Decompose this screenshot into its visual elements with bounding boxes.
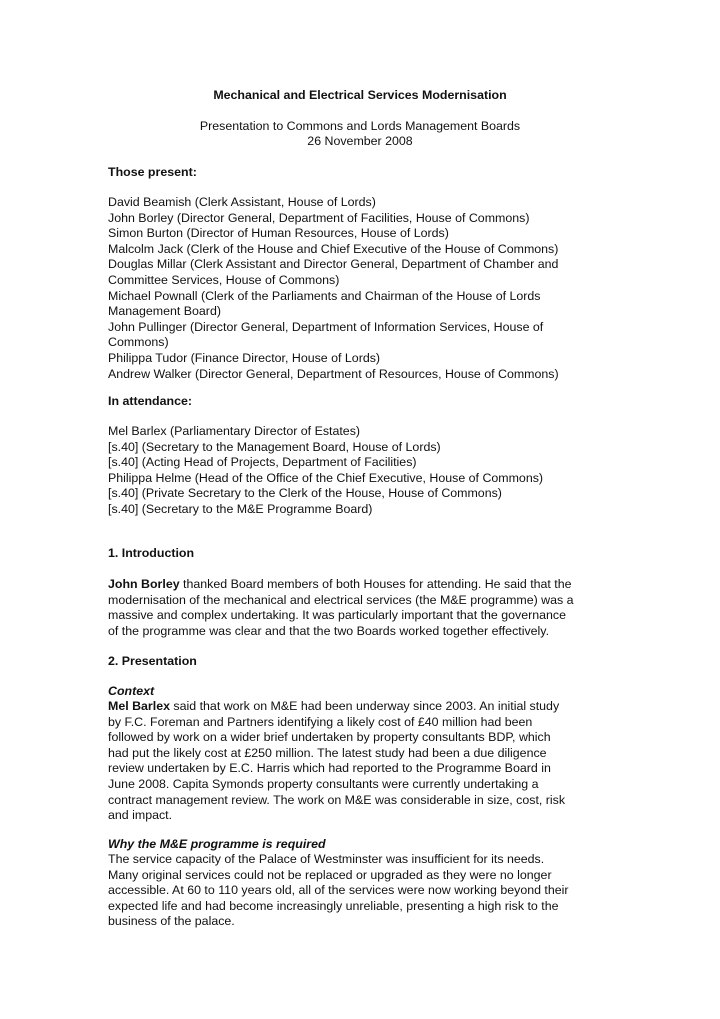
introduction-paragraph	[108, 577, 618, 639]
paragraph-line: The service capacity of the Palace of Westminster was insufficient for its needs.	[108, 852, 545, 866]
paragraph-text: said that work on M&E had been underway since 2003. An initial study	[169, 699, 560, 713]
paragraph-line: June 2008. Capita Symonds property consultants were currently undertaking a	[108, 776, 539, 791]
present-list	[108, 195, 618, 382]
list-item: Simon Burton (Director of Human Resources, House of Lords)	[108, 226, 449, 241]
paragraph-line: and impact.	[108, 808, 173, 823]
list-item: David Beamish (Clerk Assistant, House of Lords)	[108, 195, 376, 209]
context-paragraph	[108, 699, 618, 824]
list-item: John Pullinger (Director General, Department of Information Services, House of	[108, 319, 544, 334]
attendance-heading: In attendance:	[108, 394, 192, 408]
attendance-list	[108, 424, 618, 518]
paragraph-line: followed by work on a wider brief undertaken by property consultants BDP, which	[108, 730, 551, 745]
paragraph-text: thanked Board members of both Houses for attending. He said that the	[179, 577, 572, 591]
list-item: Malcolm Jack (Clerk of the House and Chief Executive of the House of Commons)	[108, 241, 559, 256]
list-item: Committee Services, House of Commons)	[108, 272, 340, 287]
paragraph-line: massive and complex undertaking. It was particularly important that the governance	[108, 608, 566, 623]
list-item: Management Board)	[108, 304, 221, 319]
paragraph-line: Many original services could not be replaced or upgraded as they were no longer	[108, 867, 552, 882]
list-item: Douglas Millar (Clerk Assistant and Director General, Department of Chamber and	[108, 257, 559, 272]
paragraph-line: modernisation of the mechanical and electrical services (the M&E programme) was a	[108, 592, 574, 607]
speaker-name: John Borley	[108, 577, 180, 591]
document-title: Mechanical and Electrical Services Modernisation	[213, 88, 507, 102]
paragraph-line: accessible. At 60 to 110 years old, all of the services were now working beyond their	[108, 883, 569, 898]
list-item: Philippa Helme (Head of the Office of the Chief Executive, House of Commons)	[108, 470, 544, 485]
paragraph-line: contract management review. The work on M&E was considerable in size, cost, risk	[108, 792, 566, 807]
list-item: [s.40] (Acting Head of Projects, Department of Facilities)	[108, 455, 417, 470]
subheading-why-me-programme: Why the M&E programme is required	[108, 837, 326, 851]
paragraph-line: had put the likely cost at £250 million. The latest study had been a due diligence	[108, 745, 547, 760]
list-item: John Borley (Director General, Department of Facilities, House of Commons)	[108, 210, 530, 225]
list-item: Andrew Walker (Director General, Department of Resources, House of Commons)	[108, 366, 559, 381]
list-item: Philippa Tudor (Finance Director, House of Lords)	[108, 350, 381, 365]
list-item: Mel Barlex (Parliamentary Director of Estates)	[108, 424, 361, 438]
document-date: 26 November 2008	[307, 134, 413, 148]
list-item: [s.40] (Secretary to the Management Board, House of Lords)	[108, 439, 441, 454]
paragraph-line: business of the palace.	[108, 914, 235, 929]
paragraph-line: review undertaken by E.C. Harris which had reported to the Programme Board in	[108, 761, 551, 776]
speaker-name: Mel Barlex	[108, 699, 170, 713]
paragraph-line: expected life and had become increasingly unreliable, presenting a high risk to the	[108, 898, 559, 913]
list-item: [s.40] (Private Secretary to the Clerk of the House, House of Commons)	[108, 486, 502, 501]
paragraph-line: of the programme was clear and that the two Boards worked together effectively.	[108, 623, 550, 638]
why-paragraph	[108, 852, 618, 930]
document-subtitle: Presentation to Commons and Lords Management Boards	[199, 119, 521, 133]
section-heading-introduction: 1. Introduction	[108, 546, 195, 560]
paragraph-line: by F.C. Foreman and Partners identifying a likely cost of £40 million had been	[108, 714, 533, 729]
section-heading-presentation: 2. Presentation	[108, 654, 197, 668]
list-item: Michael Pownall (Clerk of the Parliaments and Chairman of the House of Lords	[108, 288, 541, 303]
subheading-context: Context	[108, 684, 155, 698]
list-item: Commons)	[108, 335, 169, 350]
list-item: [s.40] (Secretary to the M&E Programme Board)	[108, 501, 373, 516]
present-heading: Those present:	[108, 165, 197, 179]
